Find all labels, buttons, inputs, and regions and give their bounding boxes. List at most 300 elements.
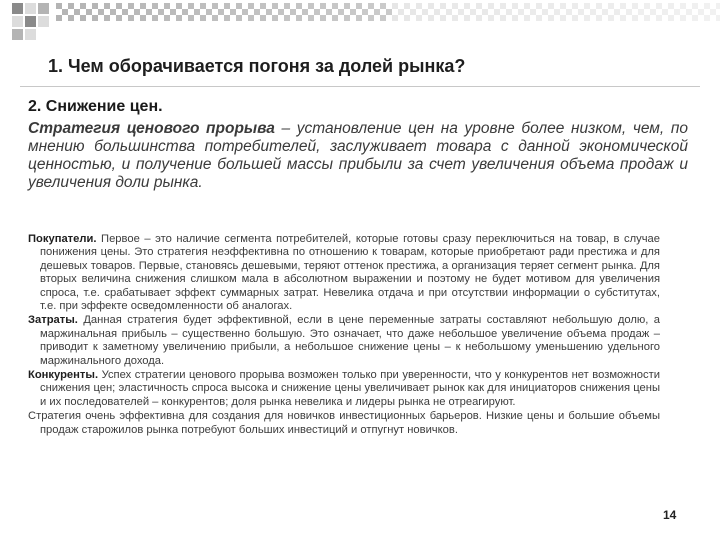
checker-cell — [278, 9, 284, 15]
checker-cell — [248, 15, 254, 21]
checker-cell — [260, 3, 266, 9]
checker-cell — [392, 3, 398, 9]
checker-cell — [656, 9, 662, 15]
checker-cell — [446, 9, 452, 15]
checker-cell — [446, 3, 452, 9]
checker-cell — [374, 15, 380, 21]
checker-cell — [62, 15, 68, 21]
checker-cell — [248, 3, 254, 9]
checker-cell — [62, 3, 68, 9]
checker-cell — [422, 15, 428, 21]
checker-cell — [158, 3, 164, 9]
checker-cell — [260, 9, 266, 15]
checker-cell — [554, 9, 560, 15]
checker-cell — [380, 3, 386, 9]
checker-cell — [686, 3, 692, 9]
checker-cell — [92, 15, 98, 21]
checker-cell — [284, 9, 290, 15]
checker-cell — [500, 3, 506, 9]
checker-cell — [320, 3, 326, 9]
checker-cell — [194, 15, 200, 21]
checker-cell — [164, 9, 170, 15]
checker-cell — [182, 3, 188, 9]
checker-cell — [338, 9, 344, 15]
checker-cell — [170, 15, 176, 21]
paragraph-label: Затраты. — [28, 314, 78, 327]
checker-cell — [146, 15, 152, 21]
checker-cell — [596, 15, 602, 21]
checker-cell — [620, 15, 626, 21]
checker-cell — [530, 3, 536, 9]
checker-cell — [110, 15, 116, 21]
checker-cell — [518, 3, 524, 9]
corner-squares — [12, 3, 49, 40]
checker-cell — [212, 3, 218, 9]
checker-cell — [410, 15, 416, 21]
checker-cell — [494, 9, 500, 15]
checker-cell — [230, 15, 236, 21]
checker-cell — [506, 9, 512, 15]
checker-cell — [692, 9, 698, 15]
checker-cell — [116, 15, 122, 21]
checker-cell — [428, 9, 434, 15]
checker-cell — [170, 9, 176, 15]
checker-cell — [314, 9, 320, 15]
checker-cell — [542, 3, 548, 9]
checker-cell — [434, 15, 440, 21]
checker-cell — [302, 9, 308, 15]
checker-cell — [638, 9, 644, 15]
checker-cell — [524, 15, 530, 21]
checker-cell — [194, 9, 200, 15]
checker-cell — [680, 9, 686, 15]
checker-cell — [428, 15, 434, 21]
lead-paragraph — [28, 120, 688, 192]
checker-cell — [572, 15, 578, 21]
checker-cell — [218, 15, 224, 21]
checker-cell — [584, 15, 590, 21]
checker-cell — [614, 3, 620, 9]
checker-cell — [326, 9, 332, 15]
checker-cell — [188, 15, 194, 21]
checker-cell — [518, 15, 524, 21]
checker-cell — [656, 3, 662, 9]
checker-cell — [296, 9, 302, 15]
checker-cell — [140, 3, 146, 9]
checker-cell — [308, 9, 314, 15]
checker-cell — [152, 15, 158, 21]
checker-cell — [716, 15, 720, 21]
checker-cell — [482, 15, 488, 21]
checker-cell — [596, 3, 602, 9]
checker-cell — [692, 15, 698, 21]
checker-cell — [458, 3, 464, 9]
checker-cell — [134, 15, 140, 21]
checker-cell — [206, 15, 212, 21]
checker-cell — [152, 3, 158, 9]
checker-cell — [524, 9, 530, 15]
checker-cell — [260, 15, 266, 21]
checker-cell — [482, 3, 488, 9]
checker-cell — [134, 9, 140, 15]
checker-cell — [434, 3, 440, 9]
checker-cell — [242, 9, 248, 15]
checker-cell — [116, 9, 122, 15]
lead-heading: Стратегия ценового прорыва — [28, 120, 275, 137]
checker-cell — [98, 3, 104, 9]
checker-cell — [374, 3, 380, 9]
paragraph-label: Покупатели. — [28, 233, 97, 245]
checker-cell — [464, 3, 470, 9]
paragraph-text: Первое – это наличие сегмента потребителей, которые готовы сразу переключиться на товар, в случае понижения цены. Это стратегия неэффективна по отношению к товарам, которые приобретают ради престижа и для дешевых товаров. Первые, становясь дешевыми, теряют оттенок престижа, а организация теряет сегмент рынка. Для вторых величина снижения слишком мала в абсолютном выражении и поэтому не будет мотивом для увеличения спроса, т.е. срабатывает эффект суммарных затрат. Невелика отдача и при отсутствии информации о субститутах, т.е. при эффекте осведомленности об аналогах. — [40, 233, 660, 313]
checker-cell — [704, 9, 710, 15]
checker-cell — [128, 15, 134, 21]
checker-cell — [236, 3, 242, 9]
checker-cell — [86, 3, 92, 9]
checker-cell — [98, 9, 104, 15]
checker-cell — [668, 9, 674, 15]
checker-cell — [200, 3, 206, 9]
checker-cell — [716, 3, 720, 9]
checker-cell — [524, 3, 530, 9]
checker-cell — [650, 15, 656, 21]
checker-cell — [434, 9, 440, 15]
checker-cell — [698, 15, 704, 21]
checker-cell — [266, 15, 272, 21]
checker-cell — [440, 15, 446, 21]
checker-cell — [584, 9, 590, 15]
checker-cell — [332, 15, 338, 21]
header-decoration — [0, 0, 720, 40]
checker-cell — [74, 9, 80, 15]
checker-cell — [338, 3, 344, 9]
checker-cell — [368, 9, 374, 15]
checker-cell — [146, 9, 152, 15]
paragraph-costs — [28, 314, 660, 368]
checker-cell — [224, 3, 230, 9]
checker-cell — [344, 15, 350, 21]
checker-cell — [266, 9, 272, 15]
checker-cell — [116, 3, 122, 9]
checker-cell — [356, 15, 362, 21]
checker-cell — [404, 9, 410, 15]
checker-cell — [110, 9, 116, 15]
checker-cell — [278, 15, 284, 21]
checker-cell — [200, 9, 206, 15]
checker-cell — [656, 15, 662, 21]
checker-cell — [440, 9, 446, 15]
checker-cell — [176, 3, 182, 9]
checker-cell — [416, 15, 422, 21]
lead-text: – установление цен на уровне более низком, чем, по мнению большинства потребителей, заслуживает товара с данной экономической ценностью, и получение большей массы прибыли за счет увеличения объема продаж и увеличения доли рынка. — [28, 120, 688, 191]
checker-cell — [626, 9, 632, 15]
checker-cell — [104, 15, 110, 21]
checker-cell — [98, 15, 104, 21]
checker-cell — [356, 3, 362, 9]
checker-cell — [188, 3, 194, 9]
checker-cell — [122, 3, 128, 9]
checker-cell — [152, 9, 158, 15]
checker-cell — [212, 15, 218, 21]
checker-cell — [590, 15, 596, 21]
checker-cell — [212, 9, 218, 15]
checker-cell — [320, 15, 326, 21]
checker-cell — [404, 15, 410, 21]
checker-cell — [284, 15, 290, 21]
checker-cell — [74, 3, 80, 9]
checker-cell — [632, 9, 638, 15]
checker-cell — [176, 9, 182, 15]
checker-cell — [650, 9, 656, 15]
checker-cell — [314, 3, 320, 9]
checker-cell — [68, 15, 74, 21]
paragraph-label: Конкуренты. — [28, 369, 99, 382]
checker-cell — [356, 9, 362, 15]
checker-cell — [266, 3, 272, 9]
checker-cell — [488, 9, 494, 15]
checker-cell — [164, 3, 170, 9]
checker-cell — [602, 3, 608, 9]
checker-cell — [578, 9, 584, 15]
checker-cell — [662, 9, 668, 15]
checker-cell — [254, 15, 260, 21]
checker-cell — [236, 15, 242, 21]
checker-cell — [644, 3, 650, 9]
checker-cell — [554, 3, 560, 9]
checker-cell — [398, 3, 404, 9]
checker-cell — [578, 3, 584, 9]
page-number: 14 — [663, 508, 677, 522]
checker-cell — [638, 15, 644, 21]
checker-cell — [512, 9, 518, 15]
checker-cell — [176, 15, 182, 21]
checker-cell — [674, 3, 680, 9]
checker-cell — [380, 9, 386, 15]
checker-cell — [626, 15, 632, 21]
checker-cell — [86, 15, 92, 21]
checker-cell — [446, 15, 452, 21]
checker-cell — [644, 9, 650, 15]
checker-cell — [410, 3, 416, 9]
checker-cell — [290, 9, 296, 15]
checker-cell — [122, 9, 128, 15]
checker-cell — [710, 3, 716, 9]
checker-cell — [158, 9, 164, 15]
checker-cell — [548, 9, 554, 15]
checker-cell — [362, 9, 368, 15]
checker-cell — [500, 15, 506, 21]
checker-cell — [272, 15, 278, 21]
checker-cell — [56, 3, 62, 9]
checker-cell — [470, 3, 476, 9]
checker-cell — [128, 3, 134, 9]
section-subtitle: 2. Снижение цен. — [28, 98, 163, 115]
checker-cell — [644, 15, 650, 21]
checker-cell — [488, 15, 494, 21]
checker-cell — [542, 9, 548, 15]
checker-bar — [56, 3, 720, 21]
checker-cell — [416, 3, 422, 9]
checker-cell — [110, 3, 116, 9]
checker-cell — [350, 9, 356, 15]
checker-cell — [284, 3, 290, 9]
checker-cell — [650, 3, 656, 9]
checker-cell — [218, 9, 224, 15]
checker-cell — [182, 9, 188, 15]
checker-cell — [80, 3, 86, 9]
checker-cell — [560, 15, 566, 21]
checker-cell — [368, 15, 374, 21]
paragraph-text: Успех стратегии ценового прорыва возможен только при уверенности, что у конкурентов нет возможности снижения цен; эластичность спроса высока и снижение цены увеличивает рынок как для инициаторов снижения цены и их последователей – конкурентов; доля рынка невелика и лидеры рынка не отреагируют. — [40, 369, 660, 408]
checker-cell — [662, 15, 668, 21]
checker-cell — [662, 3, 668, 9]
checker-cell — [368, 3, 374, 9]
checker-cell — [458, 15, 464, 21]
paragraph-text: Стратегия очень эффективна для создания для новичков инвестиционных барьеров. Низкие цены и большие объемы продаж старожилов рынка потребуют больших инвестиций и отпугнут новичков. — [28, 410, 660, 436]
checker-cell — [512, 15, 518, 21]
checker-cell — [344, 3, 350, 9]
checker-cell — [608, 15, 614, 21]
checker-cell — [620, 3, 626, 9]
checker-cell — [140, 15, 146, 21]
checker-cell — [386, 3, 392, 9]
paragraph-text: Данная стратегия будет эффективной, если в цене переменные затраты составляют небольшую долю, а маржинальная прибыль – существенно большую. Это означает, что даже небольшое увеличение объема продаж – приводит к заметному увеличению прибыли, а небольшое снижение цены – к небольшому уменьшению удельного маржинального дохода. — [40, 314, 660, 367]
checker-cell — [128, 9, 134, 15]
checker-cell — [602, 15, 608, 21]
checker-cell — [392, 9, 398, 15]
checker-cell — [572, 3, 578, 9]
checker-cell — [674, 15, 680, 21]
checker-cell — [422, 3, 428, 9]
checker-cell — [590, 9, 596, 15]
checker-cell — [56, 15, 62, 21]
checker-cell — [452, 15, 458, 21]
checker-cell — [398, 15, 404, 21]
checker-cell — [290, 3, 296, 9]
paragraph-conclusion — [28, 410, 660, 437]
checker-cell — [530, 9, 536, 15]
checker-cell — [548, 3, 554, 9]
checker-cell — [584, 3, 590, 9]
checker-cell — [626, 3, 632, 9]
checker-cell — [704, 15, 710, 21]
checker-cell — [674, 9, 680, 15]
checker-cell — [518, 9, 524, 15]
checker-cell — [326, 3, 332, 9]
checker-cell — [476, 3, 482, 9]
checker-cell — [392, 15, 398, 21]
checker-cell — [470, 15, 476, 21]
checker-cell — [374, 9, 380, 15]
checker-cell — [698, 3, 704, 9]
checker-cell — [188, 9, 194, 15]
checker-cell — [506, 15, 512, 21]
checker-cell — [614, 15, 620, 21]
checker-cell — [230, 9, 236, 15]
checker-cell — [602, 9, 608, 15]
checker-cell — [560, 9, 566, 15]
checker-cell — [68, 3, 74, 9]
checker-cell — [62, 9, 68, 15]
checker-cell — [242, 3, 248, 9]
checker-cell — [476, 9, 482, 15]
checker-cell — [332, 3, 338, 9]
checker-cell — [272, 3, 278, 9]
paragraph-buyers — [28, 233, 660, 313]
checker-cell — [716, 9, 720, 15]
checker-cell — [464, 15, 470, 21]
checker-cell — [146, 3, 152, 9]
checker-cell — [608, 3, 614, 9]
paragraph-competitors — [28, 369, 660, 409]
checker-cell — [536, 3, 542, 9]
checker-cell — [338, 15, 344, 21]
checker-cell — [86, 9, 92, 15]
checker-cell — [224, 15, 230, 21]
checker-cell — [668, 3, 674, 9]
checker-cell — [536, 9, 542, 15]
checker-cell — [566, 15, 572, 21]
checker-cell — [440, 3, 446, 9]
checker-cell — [620, 9, 626, 15]
checker-cell — [56, 9, 62, 15]
checker-cell — [422, 9, 428, 15]
checker-cell — [230, 3, 236, 9]
checker-cell — [362, 15, 368, 21]
checker-cell — [530, 15, 536, 21]
checker-cell — [692, 3, 698, 9]
checker-cell — [404, 3, 410, 9]
checker-cell — [548, 15, 554, 21]
checker-cell — [104, 3, 110, 9]
checker-cell — [254, 9, 260, 15]
slide-title: 1. Чем оборачивается погоня за долей рынка? — [48, 56, 466, 76]
checker-cell — [350, 15, 356, 21]
checker-cell — [278, 3, 284, 9]
checker-cell — [320, 9, 326, 15]
checker-cell — [494, 3, 500, 9]
checker-cell — [416, 9, 422, 15]
checker-cell — [80, 9, 86, 15]
checker-cell — [92, 3, 98, 9]
checker-cell — [596, 9, 602, 15]
checker-cell — [494, 15, 500, 21]
checker-cell — [632, 3, 638, 9]
checker-cell — [158, 15, 164, 21]
checker-cell — [386, 15, 392, 21]
checker-cell — [170, 3, 176, 9]
checker-cell — [386, 9, 392, 15]
checker-cell — [194, 3, 200, 9]
checker-cell — [134, 3, 140, 9]
checker-cell — [218, 3, 224, 9]
checker-cell — [464, 9, 470, 15]
checker-cell — [332, 9, 338, 15]
body-text — [28, 233, 660, 438]
checker-cell — [500, 9, 506, 15]
checker-cell — [290, 15, 296, 21]
checker-cell — [542, 15, 548, 21]
checker-cell — [710, 9, 716, 15]
checker-cell — [224, 9, 230, 15]
checker-cell — [638, 3, 644, 9]
checker-cell — [248, 9, 254, 15]
checker-cell — [482, 9, 488, 15]
checker-cell — [164, 15, 170, 21]
checker-cell — [296, 3, 302, 9]
checker-cell — [686, 15, 692, 21]
checker-cell — [680, 15, 686, 21]
